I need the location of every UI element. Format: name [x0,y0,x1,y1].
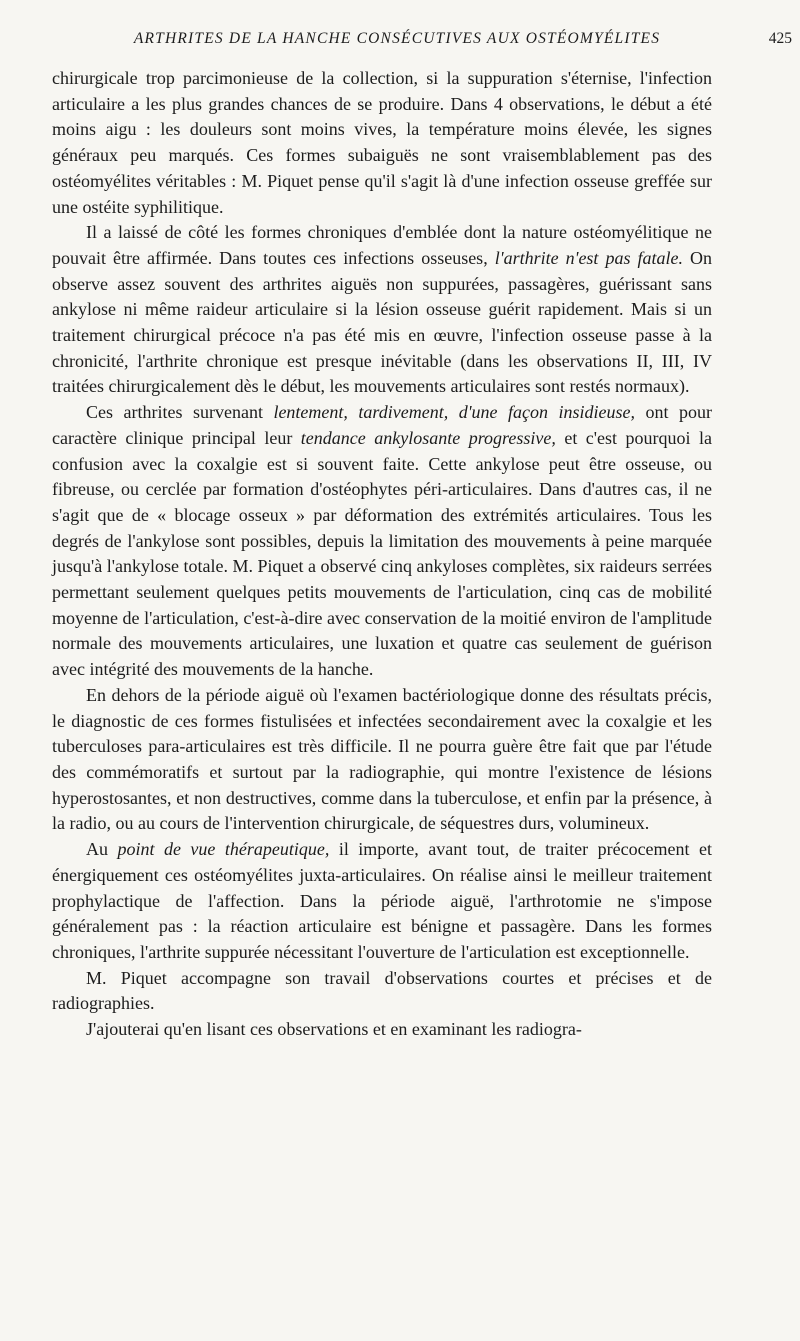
text-run: On observe assez souvent des arthrites aiguës non suppurées, passagères, guérissant sans ankylose ni même raideur articulaire si la lésion osseuse guérit rapidement. Mais si un traitement chirurgical précoce n'a pas été mis en œuvre, l'infection osseuse passe à la chronicité, l'arthrite chronique est presque inévitable (dans les observations II, III, IV traitées chirurgicalement dès le début, les mouvements articulaires sont restés normaux). [52,247,713,397]
text-run: J'ajouterai qu'en lisant ces observations et en examinant les radiogra- [86,1019,582,1040]
paragraph [52,837,712,966]
text-run: Ces arthrites survenant [86,402,274,423]
text-run: il importe, avant tout, de traiter précocement et énergiquement ces ostéomyélites juxta-articulaires. On réalise ainsi le meilleur traitement prophylactique de l'affection. Dans la période aiguë, l'arthrotomie ne s'impose généralement pas : la réaction articulaire est bénigne et passagère. Dans les formes chroniques, l'arthrite suppurée nécessitant l'ouverture de l'articulation est exceptionnelle. [52,839,713,962]
text-run: chirurgicale trop parcimonieuse de la collection, si la suppuration s'éternise, l'infection articulaire a les plus grandes chances de se produire. Dans 4 observations, le début a été moins aigu : les douleurs sont moins vives, la température moins élevée, les signes généraux peu marqués. Ces formes subaiguës ne sont vraisemblablement pas des ostéomyélites véritables : M. Piquet pense qu'il s'agit là d'une infection osseuse greffée sur une ostéite syphilitique. [52,68,712,217]
italic-run: point de vue thérapeutique, [117,839,330,860]
italic-run: tendance ankylosante progressive, [300,427,556,448]
text-run: Au [86,839,118,860]
paragraph [52,66,712,220]
text-run: ont pour caractère clinique principal leur [52,402,712,448]
paragraph [52,683,712,837]
italic-run: lentement, tardivement, d'une façon insidieuse, [273,402,636,423]
running-head [52,30,792,56]
body-text [52,66,712,1043]
running-title: ARTHRITES DE LA HANCHE CONSÉCUTIVES AUX OSTÉOMYÉLITES [133,30,661,47]
text-run: En dehors de la période aiguë où l'examen bactériologique donne des résultats précis, le diagnostic de ces formes fistulisées et infectées secondairement avec la coxalgie et les tuberculoses para-articulaires est très difficile. Il ne pourra guère être fait que par l'étude des commémoratifs et surtout par la radiographie, qui montre l'existence de lésions hyperostosantes, et non destructives, comme dans la tuberculose, et enfin par la présence, à la radio, ou au cours de l'intervention chirurgicale, de séquestres durs, volumineux. [52,684,712,834]
italic-run: l'arthrite n'est pas fatale. [494,247,683,268]
text-run: et c'est pourquoi la confusion avec la coxalgie est si souvent faite. Cette ankylose peut être osseuse, ou fibreuse, ou cerclée par formation d'ostéophytes péri-articulaires. Dans d'autres cas, il ne s'agit que de « blocage osseux » par déformation des extrémités articulaires. Tous les degrés de l'ankylose sont possibles, depuis la limitation des mouvements à peine marquée jusqu'à l'ankylose totale. M. Piquet a observé cinq ankyloses complètes, six raideurs serrées permettant seulement quelques petits mouvements de l'articulation, cinq cas de mobilité moyenne de l'articulation, c'est-à-dire avec conservation de la moitié environ de l'amplitude normale des mouvements articulaires, une luxation et quatre cas seulement de guérison avec intégrité des mouvements de la hanche. [52,427,712,680]
paragraph [52,966,712,1017]
paragraph [52,400,712,683]
paragraph [52,1017,712,1043]
page-number: 425 [768,30,792,47]
text-run: Il a laissé de côté les formes chroniques d'emblée dont la nature ostéomyélitique ne pouvait être affirmée. Dans toutes ces infections osseuses, [52,222,712,268]
text-run: M. Piquet accompagne son travail d'observations courtes et précises et de radiographies. [52,967,712,1014]
paragraph [52,220,712,400]
